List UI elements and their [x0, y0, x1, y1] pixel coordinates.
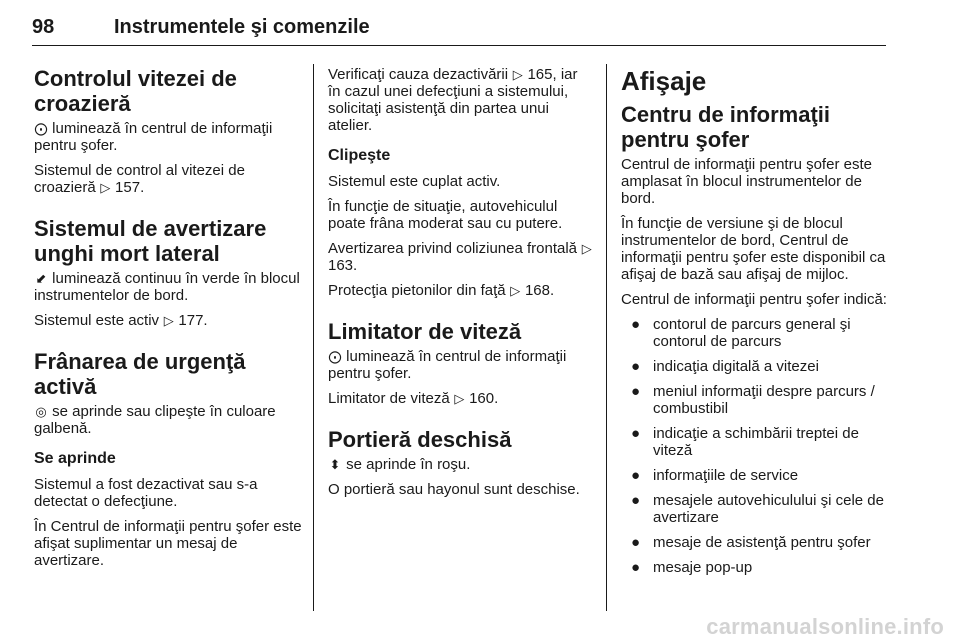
page-reference-link[interactable]: 157.: [115, 179, 145, 196]
door-open-para-2: O portieră sau hayonul sunt deschise.: [328, 481, 580, 498]
watermark-link[interactable]: carmanualsonline.info: [706, 614, 944, 639]
blinks-para-4: Protecţia pietonilor din faţă ▷ 168.: [328, 282, 555, 299]
blind-spot-para-2: Sistemul este activ ▷ 177.: [34, 312, 208, 329]
page-reference-arrow-icon: ▷: [454, 391, 465, 406]
list-item: ● indicaţia digitală a vitezei: [631, 358, 819, 375]
bullet-icon: ●: [631, 383, 641, 400]
side-blind-spot-icon: ⬋: [35, 271, 47, 286]
lights-up-para-1: Sistemul a fost dezactivat sau s-a detectat o defecţiune.: [34, 476, 258, 510]
emergency-brake-heading: Frânarea de urgenţă activă: [34, 349, 246, 399]
speed-limiter-para-1: ⨀ luminează în centrul de informaţii pentru şofer.: [328, 348, 567, 382]
page-reference-arrow-icon: ▷: [163, 313, 174, 328]
driver-info-centre-heading: Centru de informaţii pentru şofer: [621, 102, 831, 152]
dic-indications-list: [621, 316, 891, 576]
speed-limiter-heading: Limitator de viteză: [328, 319, 522, 344]
column-3: [621, 66, 891, 584]
bullet-icon: ●: [631, 316, 641, 333]
page-reference-link[interactable]: 160.: [469, 390, 499, 407]
bullet-icon: ●: [631, 467, 641, 484]
page-reference-arrow-icon: ▷: [581, 241, 592, 256]
dic-para-3: Centrul de informaţii pentru şofer indică:: [621, 291, 887, 308]
page-reference-link[interactable]: 163.: [328, 257, 358, 274]
door-open-para-1: ⬍ se aprinde în roşu.: [329, 456, 471, 473]
page-number: 98: [32, 16, 55, 38]
door-open-icon: ⬍: [329, 457, 341, 472]
cruise-control-heading: Controlul vitezei de croazieră: [34, 66, 237, 116]
page-reference-link[interactable]: 168.: [524, 282, 555, 299]
bullet-icon: ●: [631, 492, 641, 509]
emergency-brake-para-1: ◎ se aprinde sau clipeşte în culoare galbenă.: [34, 403, 276, 437]
door-open-heading: Portieră deschisă: [328, 427, 512, 452]
bullet-icon: ●: [631, 425, 641, 442]
dic-para-1: Centrul de informaţii pentru şofer este amplasat în blocul instrumentelor de bord.: [621, 156, 872, 207]
verify-para: Verificaţi cauza dezactivării ▷ 165, iar în cazul unei defecţiuni a sistemului, solicitaţi asistenţă din partea unui atelier.: [328, 66, 578, 134]
blinks-para-2: În funcţie de situaţie, autovehiculul poate frâna moderat sau cu putere.: [328, 198, 563, 232]
page-reference-arrow-icon: ▷: [512, 67, 523, 82]
column-divider-1: [313, 64, 314, 611]
blinks-para-3: Avertizarea privind coliziunea frontală ▷ 163.: [328, 240, 592, 274]
speed-limiter-icon: ⨀: [328, 349, 342, 364]
list-item: ● informaţiile de service: [631, 467, 799, 484]
chapter-title: Instrumentele şi comenzile: [114, 16, 370, 38]
column-1: [34, 66, 302, 577]
column-2: [328, 66, 594, 506]
list-item: ● meniul informaţii despre parcurs / combustibil: [631, 383, 875, 417]
list-item: ● contorul de parcurs general şi contorul de parcurs: [631, 316, 851, 350]
lights-up-subheading: Se aprinde: [34, 450, 116, 467]
emergency-brake-icon: ◎: [35, 404, 47, 419]
dic-para-2: În funcţie de versiune şi de blocul instrumentelor de bord, Centrul de informaţii pentru şofer este disponibil ca afişaj de bază sau afişaj de mijloc.: [621, 215, 886, 283]
page-reference-arrow-icon: ▷: [100, 180, 111, 195]
list-item: ● mesaje de asistenţă pentru şofer: [631, 534, 871, 551]
list-item: ● indicaţie a schimbării treptei de viteză: [631, 425, 859, 459]
blinks-para-1: Sistemul este cuplat activ.: [328, 173, 501, 190]
header-divider: [32, 45, 886, 46]
cruise-control-icon: ⨀: [34, 121, 48, 136]
column-divider-2: [606, 64, 607, 611]
bullet-icon: ●: [631, 534, 641, 551]
blinks-subheading: Clipeşte: [328, 147, 391, 164]
blind-spot-para-1: ⬋ luminează continuu în verde în blocul instrumentelor de bord.: [34, 270, 300, 304]
page-header: [32, 10, 886, 44]
page-reference-arrow-icon: ▷: [510, 283, 521, 298]
blind-spot-heading: Sistemul de avertizare unghi mort lateral: [34, 216, 267, 266]
speed-limiter-para-2: Limitator de viteză ▷ 160.: [328, 390, 499, 407]
bullet-icon: ●: [631, 358, 641, 375]
displays-heading: Afişaje: [621, 66, 707, 96]
cruise-control-para-2: Sistemul de control al vitezei de croazieră ▷ 157.: [34, 162, 245, 196]
list-item: ● mesaje pop-up: [631, 559, 753, 576]
lights-up-para-2: În Centrul de informaţii pentru şofer este afişat suplimentar un mesaj de avertizare.: [34, 518, 302, 569]
page-reference-link[interactable]: 177.: [178, 312, 208, 329]
list-item: ● mesajele autovehiculului şi cele de avertizare: [631, 492, 884, 526]
cruise-control-para-1: ⨀ luminează în centrul de informaţii pentru şofer.: [34, 120, 273, 154]
bullet-icon: ●: [631, 559, 641, 576]
page-reference-link[interactable]: 165,: [527, 66, 557, 83]
